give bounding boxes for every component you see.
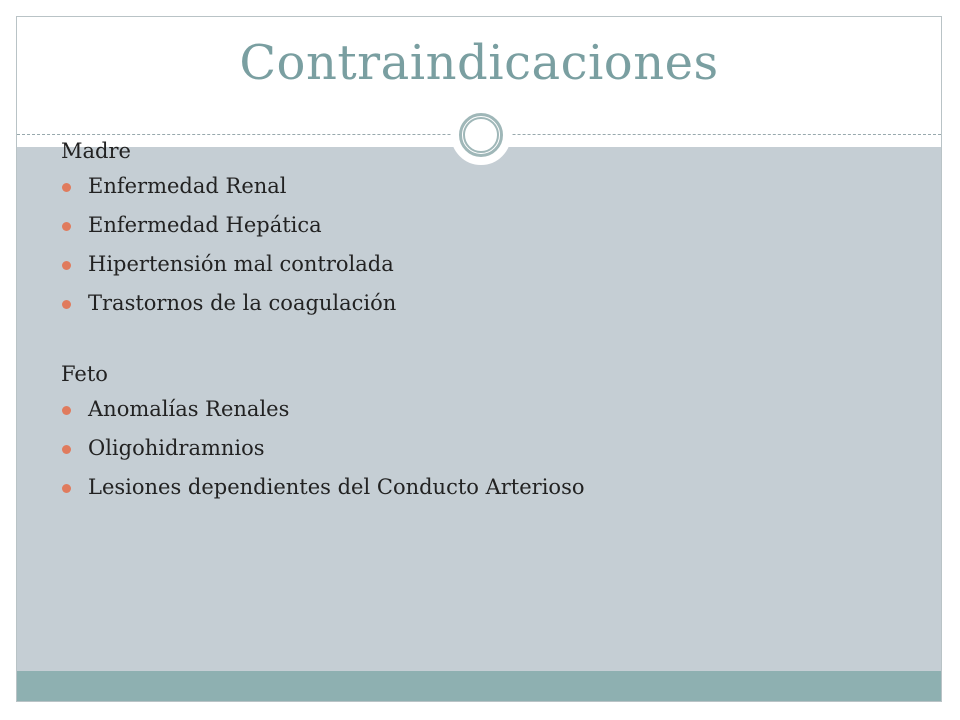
list-feto [61, 390, 584, 507]
slide-title: Contraindicaciones [239, 35, 719, 91]
bullet-dot-icon [62, 445, 71, 454]
list-item-text: Enfermedad Hepática [88, 213, 322, 237]
list-item [61, 206, 584, 245]
list-item-text: Hipertensión mal controlada [88, 252, 394, 276]
list-item [61, 284, 584, 323]
bullet-dot-icon [62, 484, 71, 493]
list-madre [61, 167, 584, 323]
list-item [61, 245, 584, 284]
bullet-dot-icon [62, 406, 71, 415]
slide-body [61, 135, 584, 507]
slide [16, 16, 942, 702]
footer-bar [17, 671, 941, 702]
list-item [61, 429, 584, 468]
bullet-dot-icon [62, 222, 71, 231]
list-item [61, 167, 584, 206]
section-heading-madre: Madre [61, 139, 131, 163]
section-heading-feto: Feto [61, 362, 108, 386]
list-item-text: Trastornos de la coagulación [88, 291, 397, 315]
list-item [61, 468, 584, 507]
list-item-text: Oligohidramnios [88, 436, 265, 460]
list-item-text: Enfermedad Renal [88, 174, 287, 198]
bullet-dot-icon [62, 300, 71, 309]
section-spacer [61, 323, 584, 358]
list-item-text: Lesiones dependientes del Conducto Arterioso [88, 475, 585, 499]
list-item [61, 390, 584, 429]
bullet-dot-icon [62, 261, 71, 270]
bullet-dot-icon [62, 183, 71, 192]
list-item-text: Anomalías Renales [88, 397, 290, 421]
